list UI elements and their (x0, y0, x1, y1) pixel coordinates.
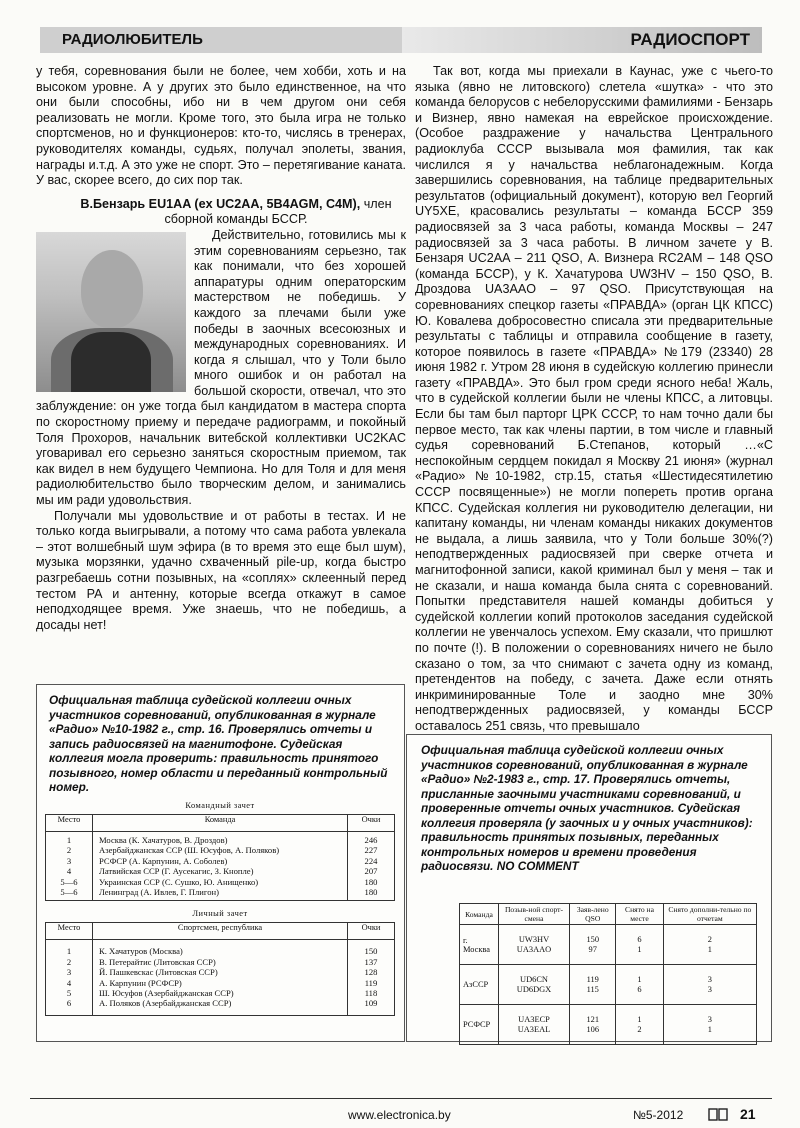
verify-removed: 2 (637, 1024, 642, 1034)
verify-qso: 115 (586, 984, 599, 994)
verify-header-removed: Снято на месте (616, 904, 663, 925)
verify-qso: 119 (586, 974, 599, 984)
intro-paragraph: у тебя, соревнования были не более, чем хобби, хоть и на высоком уровне. А у других это было единственное, на что они были способны, ибо ни в чем другом они себя реализовать не могли. Кроме того, это была игра не только спортсменов, но и функционеров: кто-то, числясь в тренерах, руководителях команды, судьях, получал эполеты, звания, награды и.т.д. А это уже не спорт. Это – перетягивание каната. У вас, скорее всего, до сих пор так. (36, 64, 406, 188)
ind-points: 128 (364, 967, 378, 978)
ind-points: 118 (364, 987, 378, 998)
team-name: Москва (К. Хачатуров, В. Дроздов) (99, 835, 228, 845)
verify-removed: 6 (637, 934, 642, 944)
ind-header-athlete: Спортсмен, республика (93, 923, 348, 940)
author-line (66, 197, 406, 228)
team-points: 246 (364, 835, 378, 845)
verify-team: АзССР (460, 965, 499, 1005)
team-place: 5—6 (60, 876, 78, 887)
ind-name: К. Хачатуров (Москва) (99, 946, 183, 957)
verify-call: UD6CN (520, 974, 548, 984)
header-magazine-title: РАДИОЛЮБИТЕЛЬ (40, 27, 440, 53)
team-name: Латвийская ССР (Г. Аусекагис, З. Кнопле) (99, 866, 254, 877)
page-header (40, 27, 762, 53)
team-names-cell (93, 832, 348, 901)
team-points: 224 (364, 855, 378, 866)
team-header-place: Место (46, 815, 93, 832)
right-paragraph-1: Так вот, когда мы приехали в Каунас, уже с чьего-то языка (явно не литовского) слетела «шутка» - что это команда белорусов с небелорусскими фамилиями - Бензарь и Визнер, явно намекая на еврейское происхождение. (Особое раздражение у начальства Центрального радиоклуба СССР вызывала моя фамилия, так как числился я у начальства неблагонадежным. Когда завершились соревнования, на таблице предварительных результатов (официальный документ), которую вел Георгий UY5XE, красовались результаты – команда БССР 359 радиосвязей за 3 часа работы, команда Москвы – 247 радиосвязей за 3 часа работы. В личном зачете у В. Бензаря UC2AA – 211 QSO, А. Визнера RC2AM – 148 QSO (команда БССР), у К. Хачатурова UW3HV – 150 QSO, В. Дроздова UA3AAO – 97 QSO. Присутствующая на соревнованиях спецкор газеты «ПРАВДА» (орган ЦК КПСС) Ю. Ковалева добросовестно списала эти предварительные результаты с таблицы и отправила сообщение в газету, которое появилось в газете «ПРАВДА» №179 (23340) 28 июня 1982 г. Утром 28 июня в судейскую коллегию принесли газету «ПРАВДА». Это был гром среди ясного неба! Жаль, что в судейской коллегии были не члены КПСС, а литовцы. Если бы там был парторг ЦРК СССР, то нам точно дали бы первое место, так как члены партии, в том числе и главный судья соревнований Б.Степанов, который …«С неспокойным сердцем покидал я Москву 21 июня» (журнал «Радио» №10-1982, стр.15, статья «Шестидесятилетию СССР посвященные») не могли попереть против органа КПСС. Судейская коллегия ни руководителю делегации, ни капитану команды, ни членам команды никаких документов не выдала, а лишь заявила, что у Толи больше 30%(?) неподтвержденных радиосвязей при сверке отчета и магнитофонной записи, какой криминал был у меня – так и не сказали, и наша команда была снята с соревнований. Попытки представителя нашей команды добиться у судейской коллегии копий протоколов заседания судейской коллегии не увенчалось успехом. Ему сказали, что пришлют по почте (!). В положении о соревнованиях ничего не было сказано о том, за что снимают с зачета одну из команд, претендентов на победу, с зачета. Даже если отнять инкриминированные Толе и заодно мне 30% неподтвержденных радиосвязей, у команды БССР оставалось 251 связь, что превышало (415, 64, 773, 733)
ind-points: 109 (364, 998, 378, 1009)
table-row (460, 925, 757, 965)
verify-call: UA3ECP (518, 1014, 550, 1024)
verify-team: г. Москва (460, 925, 499, 965)
author-photo (36, 232, 186, 392)
ind-points: 119 (364, 977, 378, 988)
verify-header-extra: Снято дополни-тельно по отчетам (663, 904, 756, 925)
left-column (36, 64, 406, 633)
verify-call: UA3EAL (517, 1024, 551, 1034)
team-points: 180 (364, 886, 378, 897)
verify-extra: 3 (707, 1014, 712, 1024)
footer-url: www.electronica.by (348, 1108, 451, 1122)
ind-name: Й. Пашкевскас (Литовская ССР) (99, 967, 218, 978)
ind-points: 137 (364, 956, 378, 967)
author-name: В.Бензарь EU1AA (ex UC2AA, 5B4AGM, C4M), (80, 196, 361, 211)
ind-name: А. Поляков (Азербайджанская ССР) (99, 998, 232, 1009)
ind-name: А. Карпунин (РСФСР) (99, 977, 182, 988)
ind-place: 3 (66, 967, 72, 978)
team-place: 5—6 (60, 886, 78, 897)
verify-extra: 2 (707, 934, 712, 944)
verify-team: РСФСР (460, 1005, 499, 1045)
verify-qso: 106 (586, 1024, 599, 1034)
individual-table-title: Личный зачет (192, 909, 248, 919)
header-section-title: РАДИОСПОРТ (402, 27, 762, 53)
ind-points-cell (348, 940, 395, 1015)
verify-extra: 3 (707, 984, 712, 994)
verify-header-qso: Заяв-лено QSO (570, 904, 616, 925)
team-header-team: Команда (93, 815, 348, 832)
right-column (415, 64, 773, 735)
verification-table (459, 903, 757, 1045)
team-name: Азербайджанская ССР (Ш. Юсуфов, А. Поляков) (99, 845, 280, 856)
verify-qso: 121 (586, 1014, 599, 1024)
team-points: 207 (364, 866, 378, 877)
ind-place: 4 (66, 977, 72, 988)
verify-qso: 150 (586, 934, 599, 944)
team-name: РСФСР (А. Карпунин, А. Соболев) (99, 855, 228, 866)
team-place: 2 (66, 845, 72, 856)
box1-scan (45, 797, 395, 1016)
verify-removed: 1 (637, 1014, 642, 1024)
team-points: 180 (364, 876, 378, 887)
results-box-1983 (406, 734, 772, 1042)
footer-rule (30, 1098, 772, 1099)
team-places-cell (46, 832, 93, 901)
verify-removed: 1 (637, 974, 642, 984)
team-points: 227 (364, 845, 378, 856)
team-place: 1 (66, 835, 72, 845)
table-row (460, 965, 757, 1005)
team-table-title: Командный зачет (185, 801, 255, 810)
verify-removed: 1 (637, 944, 642, 954)
team-points-cell (348, 832, 395, 901)
ind-header-points: Очки (348, 923, 395, 940)
ind-place: 6 (66, 998, 72, 1009)
team-header-points: Очки (348, 815, 395, 832)
page-number: 21 (740, 1106, 756, 1122)
individual-table (45, 922, 395, 1015)
ind-places-cell (46, 940, 93, 1015)
verify-removed: 6 (637, 984, 642, 994)
ind-name: В. Петерайтис (Литовская ССР) (99, 956, 216, 967)
team-name: Украинская ССР (С. Сушко, Ю. Анищенко) (99, 876, 259, 887)
left-paragraph-1: Действительно, готовились мы к этим соревнованиям серьезно, так как понимали, что без хорошей аппаратуры одним операторским мастерством не победишь. У каждого за плечами были уже победы в заочных всесоюзных и международных соревнованиях. И когда я слышал, что у Толи было много ошибок и он работал на большой скорости, отвечал, что это заблуждение: он уже тогда был кандидатом в мастера спорта по скоростному приему и передаче радиограмм, и покойный Толя Прохоров, начальник витебской коллективки UC2KAC уговаривал его серьезно заняться скоростным приемом, так как видел в нем будущего Чемпиона. Но для Толя и для меня радиолюбительство было творческим делом, и занимались мы им ради удовольствия. (36, 227, 406, 508)
table-row (460, 1005, 757, 1045)
team-place: 3 (66, 855, 72, 866)
page-footer (0, 1098, 800, 1128)
team-name: Ленинград (А. Ивлев, Г. Плигон) (99, 886, 219, 897)
team-table (45, 814, 395, 901)
box1-caption: Официальная таблица судейской коллегии очных участников соревнований, опубликованная в журнале «Радио» №10-1982 г., стр. 16. Проверялись отчеты и запись радиосвязей на магнитофоне. Судейская коллегия могла проверить: правильность принятого позывного, номер области и переданный контрольный номер. (49, 693, 388, 794)
verify-extra: 1 (707, 944, 712, 954)
verify-header-team: Команда (460, 904, 499, 925)
book-icon (708, 1108, 728, 1121)
author-role: член сборной команды БССР. (164, 196, 392, 227)
ind-names-cell (93, 940, 348, 1015)
verify-header-call: Позыв-ной спорт-смена (498, 904, 569, 925)
verify-call: UD6DGX (516, 984, 552, 994)
verify-call: UW3HV (518, 934, 550, 944)
ind-place: 5 (66, 987, 72, 998)
verify-call: UA3AAO (516, 944, 552, 954)
team-place: 4 (66, 866, 72, 877)
ind-place: 2 (66, 956, 72, 967)
footer-issue: №5-2012 (633, 1108, 684, 1122)
ind-name: Ш. Юсуфов (Азербайджанская ССР) (99, 987, 234, 998)
verify-qso: 97 (588, 944, 597, 954)
results-box-1982 (36, 684, 405, 1042)
ind-place: 1 (66, 946, 72, 957)
box2-caption: Официальная таблица судейской коллегии очных участников соревнований, опубликованная в журнале «Радио» №2-1983 г., стр. 17. Проверялись отчеты, присланные заочными участниками соревнований, и проверенные отчеты очных участников. Судейская коллегия проверяла (у заочных и у очных участников): правильность принятых позывных, переданных контрольных номеров и времени проведения радиосвязи. NO COMMENT (421, 743, 753, 873)
left-paragraph-2: Получали мы удовольствие и от работы в тестах. И не только когда выигрывали, а потому что сама работа увлекала – этот волшебный шум эфира (в то время это еще был шум), музыка морзянки, удачно схваченный pile-up, когда быстро разгребаешь сотни позывных, на «соплях» склеенный перед тестом PA и антенну, которые всегда откажут в самое неподходящее время. Уже знаешь, что не победишь, а досады нет! (36, 508, 406, 632)
ind-header-place: Место (46, 923, 93, 940)
ind-points: 150 (364, 946, 378, 957)
verify-extra: 1 (707, 1024, 712, 1034)
verify-extra: 3 (707, 974, 712, 984)
